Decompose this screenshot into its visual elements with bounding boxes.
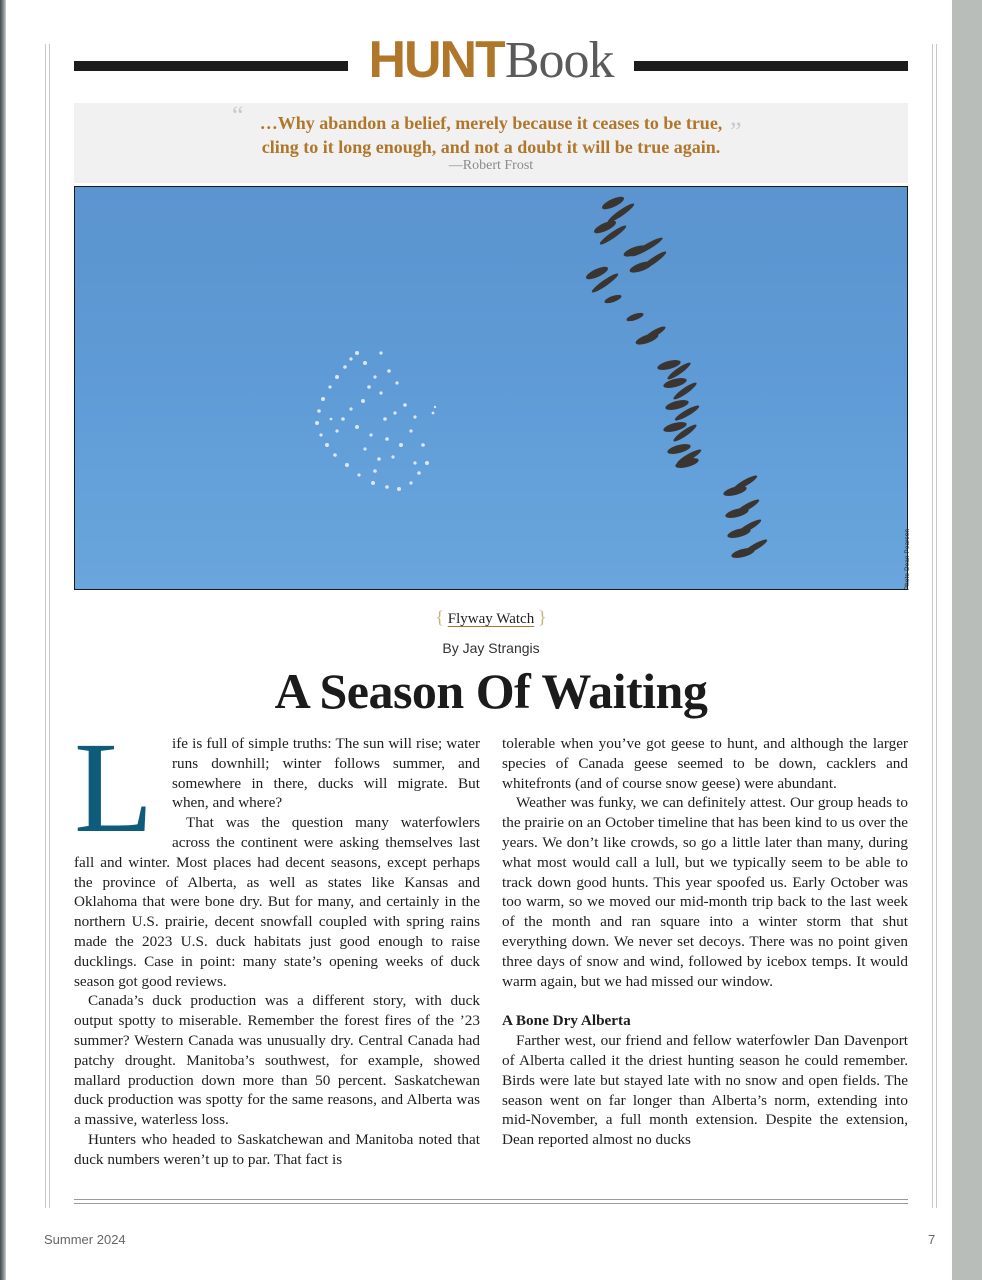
logo-book-text: Book [505,32,620,89]
masthead [74,30,908,89]
paragraph: Hunters who headed to Saskatchewan and Manitoba noted that duck numbers weren’t up to par. That fact is [74,1130,480,1168]
close-quote-mark: ” [730,117,742,146]
subheading: A Bone Dry Alberta [502,1012,631,1030]
flock-illustration [75,187,908,590]
open-quote-mark: “ [232,101,244,130]
section-label [0,607,982,628]
paragraph: Farther west, our friend and fellow waterfowler Dan Davenport of Alberta called it the driest hunting season he could remember. Birds were late but stayed late with no snow and open fields. The season went on far longer than Alberta’s norm, extending into mid-November, a full month extension. Despite the extension, Dean reported almost no ducks [502,1032,908,1149]
paragraph: ife is full of simple truths: The sun will rise; water runs downhill; winter follows summer, and somewhere in there, ducks will migrate. But when, and where? [172,735,480,812]
article-title: A Season Of Waiting [274,663,708,719]
drop-cap: L [74,716,154,860]
canada-geese-formation [584,194,768,560]
paragraph: Weather was funky, we can definitely attest. Our group heads to the prairie on an October timeline that has been kind to us over the years. We don’t like crowds, so go a little later than many, during what most would call a lull, but we typically seem to be able to track down good hunts. This year spoofed us. Early October was too warm, so we moved our mid-month trip back to the last week of the month and ran square into a winter storm that shut everything down. We never set decoys. There was no point given three days of snow and wind, followed by icebox temps. It would warm again, but we had missed our window. [502,794,908,990]
section-bracket-right: } [537,607,547,627]
paragraph: That was the question many waterfowlers across the continent were asking themselves last fall and winter. Most places had decent seasons, except perhaps the province of Alberta, as well as states like Kansas and Oklahoma that were bone dry. But for many, and certainly in the northern U.S. prairie, decent snowfall coupled with spring rains made the 2023 U.S. duck habitats just good enough to raise ducklings. Case in point: many state’s opening weeks of duck season got good reviews. [74,814,480,990]
logo-hunt-text: HUNT [362,31,504,89]
quote-line-1: …Why abandon a belief, merely because it ceases to be true, [259,113,723,133]
section-label-text: Flyway Watch [447,611,535,627]
paragraph: Canada’s duck production was a different story, with duck output spotty to miserable. Remember the forest fires of the ’23 summer? Western Canada was unusually dry. Central Canada had patchy drought. Manitoba’s southwest, for example, showed mallard production down more than 50 percent. Saskatchewan duck production was spotty for the same reasons, and Alberta was a massive, waterless loss. [74,992,480,1129]
footer-rule-second [74,1203,908,1204]
footer-rule [74,1199,908,1200]
photo-credit: Photo Dean Pearson [905,528,911,590]
distant-snow-geese-flock [315,351,436,491]
quote-attribution: —Robert Frost [448,158,534,173]
article-column-right [502,734,908,1150]
paragraph: tolerable when you’ve got geese to hunt, and although the larger species of Canada geese seemed to be down, cacklers and whitefronts (and of course snow geese) were abundant. [502,735,908,792]
geese-sky-photo [74,186,908,590]
issue-date: Summer 2024 [44,1232,126,1247]
page-number: 7 [928,1232,936,1247]
section-bracket-left: { [435,607,445,627]
byline: By Jay Strangis [442,640,540,656]
epigraph-quote [74,103,908,183]
quote-line-2: cling to it long enough, and not a doubt it will be true again. [261,137,721,157]
article-column-left [74,716,480,1170]
huntbook-logo [74,30,908,90]
